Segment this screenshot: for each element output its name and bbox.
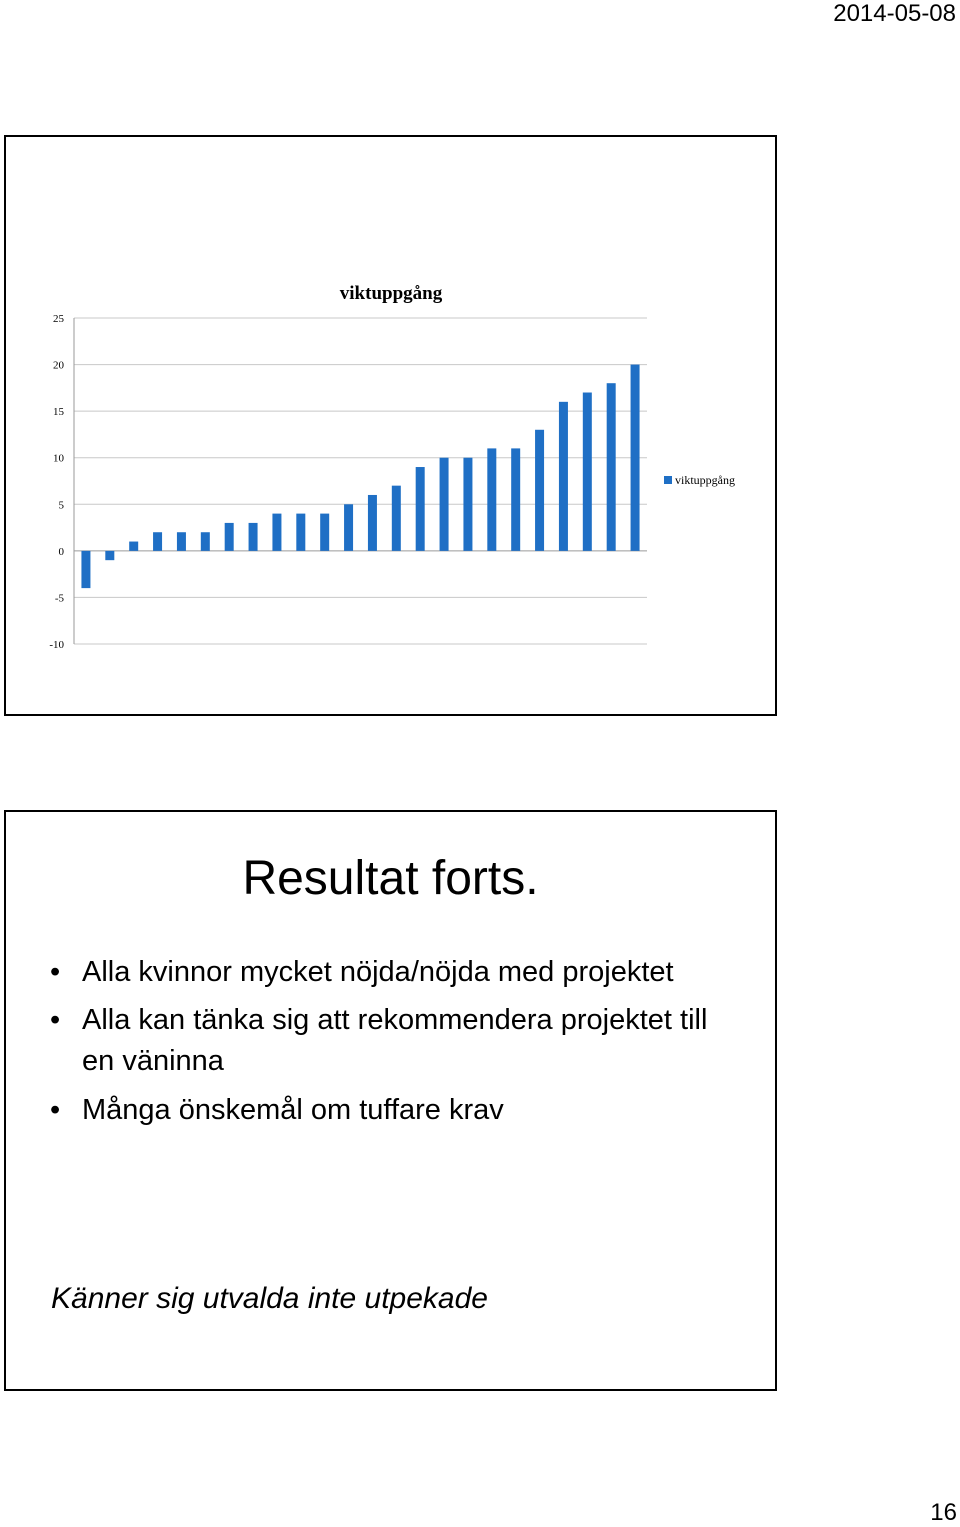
legend-swatch [664, 476, 672, 484]
chart-slide [4, 135, 777, 716]
y-tick-label: 25 [53, 313, 64, 325]
bar [296, 514, 305, 551]
bar [583, 393, 592, 551]
bar [81, 551, 90, 588]
bullet-item: • Alla kvinnor mycket nöjda/nöjda med projektet [50, 952, 740, 993]
bar [511, 448, 520, 550]
bar [416, 467, 425, 551]
y-tick-label: 15 [53, 406, 64, 419]
bar [105, 551, 114, 560]
bar-chart [6, 137, 775, 714]
bar [463, 458, 472, 551]
bar [249, 523, 258, 551]
y-tick-label: 10 [53, 452, 64, 465]
bar [129, 542, 138, 551]
bar [440, 458, 449, 551]
legend-label: viktuppgång [675, 473, 735, 487]
slide-title: Resultat forts. [242, 852, 539, 905]
y-tick-label: 0 [58, 545, 64, 558]
bar [487, 448, 496, 550]
y-tick-label: 5 [58, 499, 64, 512]
text-slide [4, 810, 777, 1391]
y-tick-label: -5 [54, 592, 64, 605]
bar [320, 514, 329, 551]
page-date: 2014-05-08 [833, 0, 956, 27]
y-tick-label: -10 [49, 639, 64, 651]
bar [153, 532, 162, 551]
bar [272, 514, 281, 551]
bar [631, 365, 640, 551]
slide-note: Känner sig utvalda inte utpekade [51, 1282, 488, 1315]
bar [201, 532, 210, 551]
chart-title: viktuppgång [339, 283, 443, 304]
bar [225, 523, 234, 551]
bar [368, 495, 377, 551]
bar [392, 486, 401, 551]
bar [607, 383, 616, 551]
y-tick-label: 20 [53, 359, 64, 372]
bullet-item: • Alla kan tänka sig att rekommendera projektet till en väninna [50, 1000, 740, 1082]
bullet-item: • Många önskemål om tuffare krav [50, 1090, 740, 1131]
bar [559, 402, 568, 551]
bar [344, 504, 353, 551]
bar [177, 532, 186, 551]
bullet-list [50, 952, 740, 1138]
bar [535, 430, 544, 551]
page-number: 16 [930, 1499, 957, 1526]
